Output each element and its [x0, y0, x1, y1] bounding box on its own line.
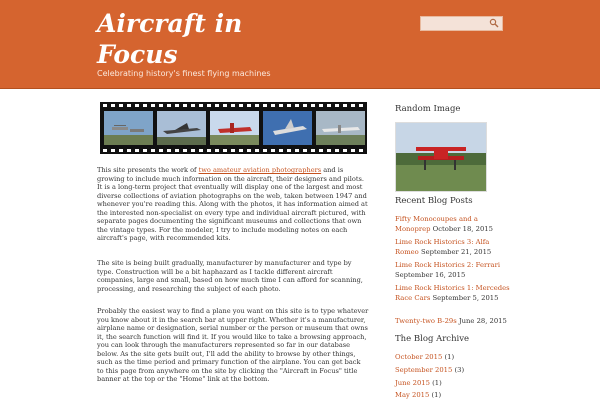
- intro-paragraph-3: Probably the easiest way to find a plane you want on this site is to type whatever you know about it in the search bar at upper right. Whether it's a manufacturer, airplane name or designation, serial number or the person or museum that owns it, the search function will find it. If you would like to take a browsing approach, you can look through the manufacturers represented so far in our database below. As the site gets built out, I'll add the ability to browse by other things, such as the time period and primary function of the airplane. You can get back to this page from anywhere on the site by clicking the "Aircraft in Focus" title banner at the top or the "Home" link at the bottom.: [97, 307, 369, 383]
- film-perforation: [215, 104, 219, 107]
- film-perforation: [311, 149, 315, 152]
- film-perforation: [183, 149, 187, 152]
- archive-item: [395, 391, 441, 399]
- film-perforation: [311, 104, 315, 107]
- recent-post-date: September 16, 2015: [395, 271, 466, 279]
- search-icon[interactable]: [489, 18, 499, 28]
- film-perforation: [343, 149, 347, 152]
- recent-post-date: September 21, 2015: [420, 248, 492, 256]
- film-perforation: [303, 104, 307, 107]
- film-perforation: [223, 104, 227, 107]
- archive-item: [395, 366, 464, 374]
- film-perforation: [151, 104, 155, 107]
- site-header: [0, 0, 600, 89]
- film-perforation: [111, 104, 115, 107]
- film-perforation: [135, 149, 139, 152]
- photo-frame-airliner[interactable]: [316, 111, 365, 145]
- film-perforation: [303, 149, 307, 152]
- recent-post-item: [395, 260, 510, 280]
- film-perforation: [319, 104, 323, 107]
- film-perforations-bottom: [100, 147, 367, 154]
- recent-post-link[interactable]: Fifty Monocoupes and a Monoprep: [395, 215, 478, 233]
- archive-count: (1): [431, 391, 442, 399]
- recent-post-item: [395, 316, 510, 326]
- site-tagline: Celebrating history's finest flying machines: [97, 69, 271, 78]
- film-perforation: [359, 149, 363, 152]
- film-perforation: [119, 149, 123, 152]
- random-image-title: Random Image: [395, 104, 461, 114]
- recent-post-link[interactable]: Lime Rock Historics 1: Mercedes Race Cars: [395, 284, 510, 302]
- film-perforation: [335, 104, 339, 107]
- archive-item: [395, 353, 454, 361]
- film-perforation: [327, 149, 331, 152]
- archive-count: (1): [432, 379, 442, 387]
- recent-post-date: September 5, 2015: [432, 294, 499, 302]
- film-perforation: [103, 104, 107, 107]
- recent-post-link[interactable]: Twenty-two B-29s: [395, 317, 457, 325]
- film-perforation: [271, 104, 275, 107]
- film-perforation: [207, 149, 211, 152]
- film-perforation: [111, 149, 115, 152]
- film-perforation: [335, 149, 339, 152]
- film-perforation: [127, 149, 131, 152]
- film-perforation: [319, 149, 323, 152]
- film-perforation: [167, 149, 171, 152]
- film-perforation: [103, 149, 107, 152]
- film-perforation: [287, 104, 291, 107]
- film-perforation: [295, 149, 299, 152]
- film-perforation: [175, 149, 179, 152]
- photo-frame-red-plane[interactable]: [210, 111, 259, 145]
- recent-post-item: [395, 214, 510, 234]
- film-perforation: [143, 104, 147, 107]
- film-perforation: [191, 149, 195, 152]
- film-perforation: [199, 104, 203, 107]
- film-perforation: [327, 104, 331, 107]
- film-perforation: [255, 104, 259, 107]
- photographers-link[interactable]: two amateur aviation photographers: [198, 166, 322, 174]
- film-perforation: [191, 104, 195, 107]
- archive-count: (1): [444, 353, 455, 361]
- film-perforation: [351, 104, 355, 107]
- search-input[interactable]: [420, 16, 503, 31]
- archive-title: The Blog Archive: [395, 334, 470, 344]
- film-perforation: [287, 149, 291, 152]
- recent-post-link[interactable]: Lime Rock Historics 2: Ferrari: [395, 261, 501, 269]
- intro-paragraph-2: The site is being built gradually, manufacturer by manufacturer and type by type. Construction will be a bit haphazard as I tackle different aircraft companies, large and small, based on how much time I can afford for scanning, processing, and researching the subject of each photo.: [97, 259, 363, 293]
- film-perforation: [351, 149, 355, 152]
- archive-link[interactable]: October 2015: [395, 353, 443, 361]
- archive-count: (3): [454, 366, 465, 374]
- film-perforation: [167, 104, 171, 107]
- archive-link[interactable]: September 2015: [395, 366, 453, 374]
- recent-post-link[interactable]: Lime Rock Historics 3: Alfa Romeo: [395, 238, 490, 256]
- film-perforation: [183, 104, 187, 107]
- recent-post-date: June 28, 2015: [458, 317, 507, 325]
- film-perforation: [231, 149, 235, 152]
- photo-frame-jet[interactable]: [157, 111, 206, 145]
- film-perforation: [159, 104, 163, 107]
- archive-link[interactable]: May 2015: [395, 391, 430, 399]
- archive-item: [395, 379, 442, 387]
- film-perforation: [359, 104, 363, 107]
- recent-post-date: October 18, 2015: [432, 225, 493, 233]
- film-perforation: [239, 149, 243, 152]
- film-perforation: [295, 104, 299, 107]
- film-perforation: [231, 104, 235, 107]
- film-perforation: [247, 104, 251, 107]
- photo-frame-fighter[interactable]: [263, 111, 312, 145]
- random-image[interactable]: [395, 122, 487, 192]
- film-perforation: [215, 149, 219, 152]
- archive-link[interactable]: June 2015: [395, 379, 430, 387]
- site-title[interactable]: Aircraft in Focus: [97, 9, 243, 69]
- film-perforation: [279, 149, 283, 152]
- film-perforation: [207, 104, 211, 107]
- film-perforation: [143, 149, 147, 152]
- film-perforation: [343, 104, 347, 107]
- recent-post-item: [395, 283, 510, 303]
- film-perforations-top: [100, 102, 367, 109]
- recent-posts-title: Recent Blog Posts: [395, 196, 473, 206]
- film-perforation: [247, 149, 251, 152]
- film-perforation: [263, 149, 267, 152]
- filmstrip-banner: [100, 102, 367, 154]
- film-perforation: [255, 149, 259, 152]
- film-perforation: [199, 149, 203, 152]
- film-perforation: [263, 104, 267, 107]
- film-perforation: [127, 104, 131, 107]
- film-perforation: [175, 104, 179, 107]
- film-perforation: [159, 149, 163, 152]
- film-perforation: [151, 149, 155, 152]
- film-perforation: [135, 104, 139, 107]
- recent-post-item: [395, 237, 510, 257]
- film-perforation: [271, 149, 275, 152]
- photo-frame-biplanes[interactable]: [104, 111, 153, 145]
- film-perforation: [239, 104, 243, 107]
- intro-paragraph-1: This site presents the work of two amateur aviation photographers and is growing to include much information on the aircraft, their designers and pilots. It is a long-term project that eventually will display one of the largest and most diverse collections of aviation photographs on the web, taken between 1947 and whenever you're reading this. Along with the photos, it has information aimed at the interested non-specialist on every type and individual aircraft pictured, with separate pages documenting the significant museums and collections that own the vintage types. For the modeler, I try to include modeling notes on each aircraft's page, with recommended kits.: [97, 166, 368, 242]
- film-perforation: [119, 104, 123, 107]
- film-perforation: [279, 104, 283, 107]
- film-perforation: [223, 149, 227, 152]
